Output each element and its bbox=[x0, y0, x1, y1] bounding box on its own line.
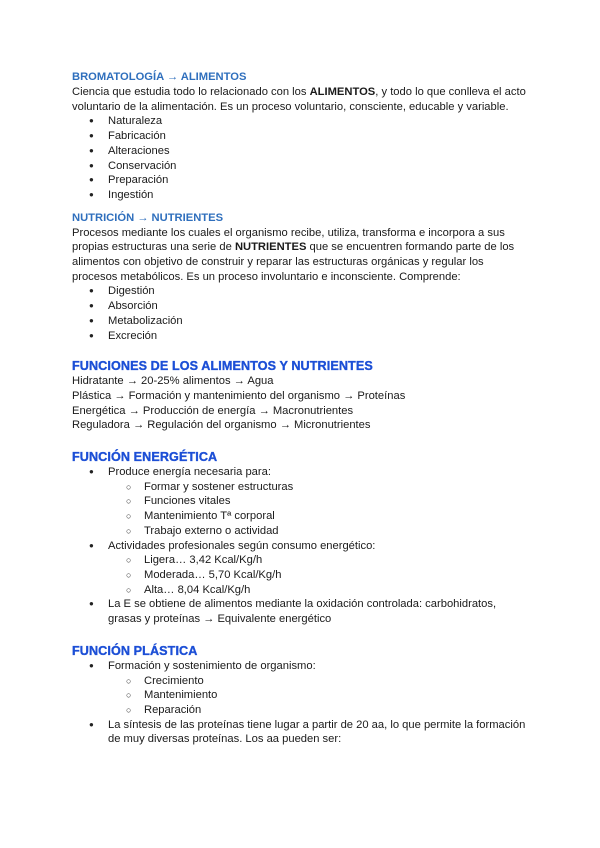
heading-bromatologia: BROMATOLOGÍA → ALIMENTOS bbox=[72, 71, 247, 83]
list-item-text: Actividades profesionales según consumo energético: bbox=[108, 539, 376, 552]
list-item: ● Preparación bbox=[72, 173, 532, 188]
sublist-item: ○ Formar y sostener estructuras bbox=[108, 480, 532, 495]
list-item-text: Produce energía necesaria para: bbox=[108, 466, 271, 479]
list-item: ● Alteraciones bbox=[72, 144, 532, 159]
list-item: ● Fabricación bbox=[72, 129, 532, 144]
keyword-nutrientes: NUTRIENTES bbox=[234, 241, 307, 254]
sublist-item: ○ Alta… 8,04 Kcal/Kg/h bbox=[108, 583, 532, 598]
paragraph-nutricion-pre: Procesos mediante los cuales el organismo recibe, utiliza, transforma e incorpora a sus propias estructuras una serie de bbox=[72, 226, 505, 254]
list-item: ● Absorción bbox=[72, 299, 532, 314]
list-item: ● La síntesis de las proteínas tiene lugar a partir de 20 aa, lo que permite la formación de muy diversas proteínas. Los aa pueden ser: bbox=[72, 718, 532, 747]
sublist-item: ○ Trabajo externo o actividad bbox=[108, 524, 532, 539]
line-funciones: Plástica → Formación y mantenimiento del organismo → Proteínas bbox=[72, 389, 406, 402]
list-item bbox=[72, 659, 532, 718]
sublist-item: ○ Ligera… 3,42 Kcal/Kg/h bbox=[108, 553, 532, 568]
list-item bbox=[72, 465, 532, 539]
keyword-alimentos: ALIMENTOS bbox=[309, 86, 376, 98]
sublist-energetica-1 bbox=[108, 480, 532, 539]
list-plastica bbox=[72, 659, 532, 747]
sublist-item: ○ Mantenimiento Tª corporal bbox=[108, 509, 532, 524]
list-item: ● Naturaleza bbox=[72, 114, 532, 129]
list-item: ● Excreción bbox=[72, 329, 532, 344]
paragraph-bromatologia-post: , y todo lo que conlleva el acto voluntario de la alimentación. Es un proceso voluntario, consciente, educable y variable. bbox=[72, 86, 526, 113]
paragraph-nutricion bbox=[72, 226, 532, 285]
paragraph-bromatologia-pre: Ciencia que estudia todo lo relacionado con los bbox=[72, 86, 310, 98]
paragraph-bromatologia bbox=[72, 85, 532, 114]
list-item-text: Formación y sostenimiento de organismo: bbox=[108, 659, 316, 672]
sublist-item: ○ Crecimiento bbox=[108, 674, 532, 689]
list-item: ● Conservación bbox=[72, 159, 532, 174]
sublist-item: ○ Moderada… 5,70 Kcal/Kg/h bbox=[108, 568, 532, 583]
heading-nutricion: NUTRICIÓN → NUTRIENTES bbox=[72, 211, 224, 224]
list-item: ● Digestión bbox=[72, 284, 532, 299]
line-funciones: Hidratante → 20-25% alimentos → Agua bbox=[72, 375, 274, 388]
list-item: ● Ingestión bbox=[72, 188, 532, 203]
sublist-item: ○ Funciones vitales bbox=[108, 494, 532, 509]
heading-funciones: FUNCIONES DE LOS ALIMENTOS Y NUTRIENTES bbox=[72, 359, 373, 374]
list-item: ● La E se obtiene de alimentos mediante la oxidación controlada: carbohidratos, grasas y proteínas → Equivalente energético bbox=[72, 597, 532, 626]
heading-funcion-plastica: FUNCIÓN PLÁSTICA bbox=[72, 643, 198, 658]
sublist-energetica-2 bbox=[108, 553, 532, 597]
sublist-plastica-1 bbox=[108, 674, 532, 718]
sublist-item: ○ Mantenimiento bbox=[108, 688, 532, 703]
list-nutricion bbox=[72, 284, 532, 343]
list-energetica bbox=[72, 465, 532, 627]
list-item bbox=[72, 539, 532, 598]
line-funciones: Energética → Producción de energía → Macronutrientes bbox=[72, 404, 354, 417]
list-item: ● Metabolización bbox=[72, 314, 532, 329]
line-funciones: Reguladora → Regulación del organismo → Micronutrientes bbox=[72, 419, 371, 432]
list-bromatologia bbox=[72, 114, 532, 202]
heading-funcion-energetica: FUNCIÓN ENERGÉTICA bbox=[72, 450, 218, 465]
paragraph-nutricion-post: que se encuentren formando parte de los alimentos con objetivo de construir y reparar las estructuras orgánicas y regular los procesos metabólicos. Es un proceso involuntario e inconsciente. Comprende: bbox=[72, 241, 515, 283]
sublist-item: ○ Reparación bbox=[108, 703, 532, 718]
document-content bbox=[72, 70, 532, 747]
